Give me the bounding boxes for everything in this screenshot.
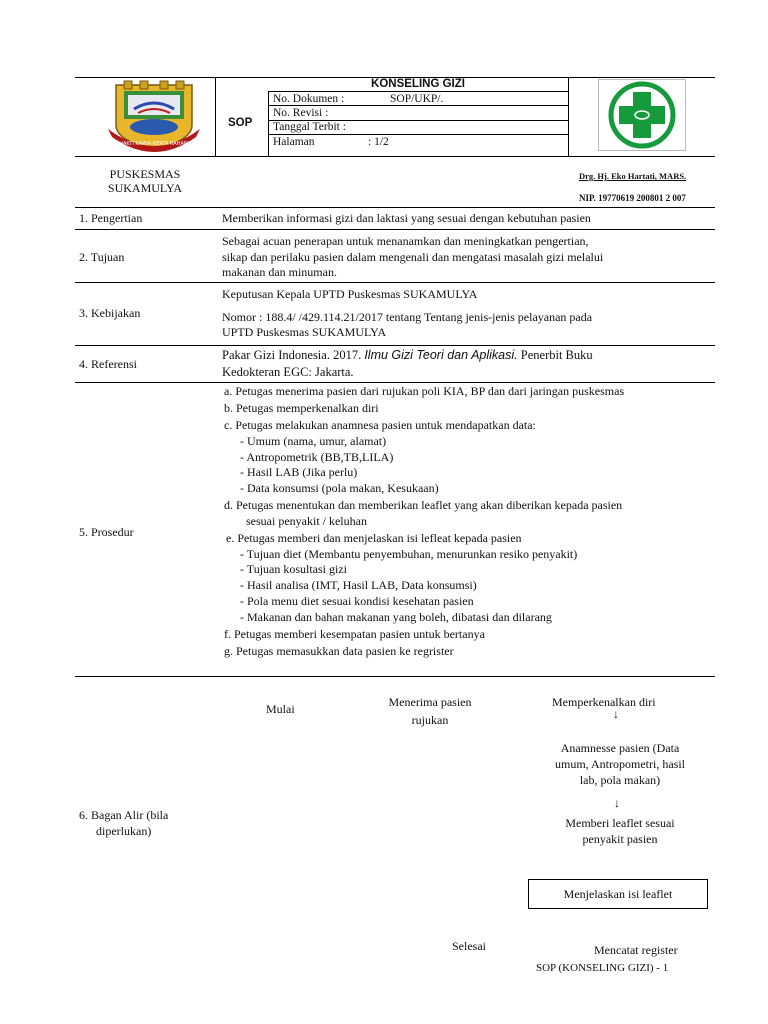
prosedur-line-c1: - Umum (nama, umur, alamat) <box>240 434 387 448</box>
signer-nip: NIP. 19770619 200801 2 007 <box>579 193 686 203</box>
flow-leaflet-2: penyakit pasien <box>582 832 658 846</box>
document-title: KONSELING GIZI <box>371 78 465 90</box>
tujuan-label: 2. Tujuan <box>79 250 125 264</box>
prosedur-line-e2: - Tujuan kosultasi gizi <box>240 562 348 576</box>
sop-label: SOP <box>228 117 253 129</box>
flow-selesai: Selesai <box>452 939 486 953</box>
referensi-part-2: Penerbit Buku <box>517 348 593 362</box>
signer-name: Drg. Hj. Eko Hartati, MARS. <box>579 171 687 181</box>
field-tanggal-label: Tanggal Terbit : <box>273 121 346 133</box>
prosedur-line-c2: - Antropometrik (BB,TB,LILA) <box>240 450 394 464</box>
prosedur-label: 5. Prosedur <box>79 525 134 539</box>
prosedur-line-c: c. Petugas melakukan anamnesa pasien untuk mendapatkan data: <box>224 418 536 432</box>
tujuan-line-2: sikap dan perilaku pasien dalam mengenali dan mengatasi masalah gizi melalui <box>222 250 604 264</box>
referensi-part-1: Pakar Gizi Indonesia. 2017. <box>222 348 365 362</box>
flow-anamnese-2: umum, Antropometri, hasil <box>555 757 685 771</box>
prosedur-line-e1: - Tujuan diet (Membantu penyembuhan, menurunkan resiko penyakit) <box>240 547 578 561</box>
flow-anamnese-1: Anamnesse pasien (Data <box>560 741 680 755</box>
org-name-line1: PUSKESMAS <box>109 167 181 181</box>
referensi-line-1 <box>222 348 593 363</box>
tujuan-line-1: Sebagai acuan penerapan untuk menanamkan dan meningkatkan pengertian, <box>222 234 589 248</box>
referensi-line-2: Kedokteran EGC: Jakarta. <box>222 365 354 379</box>
flow-leaflet-1: Memberi leaflet sesuai <box>565 816 675 830</box>
prosedur-line-a: a. Petugas menerima pasien dari rujukan poli KIA, BP dan dari jaringan puskesmas <box>224 384 625 398</box>
prosedur-line-f: f. Petugas memberi kesempatan pasien untuk bertanya <box>224 627 485 641</box>
flow-menjelaskan: Menjelaskan isi leaflet <box>563 887 673 901</box>
prosedur-line-e3: - Hasil analisa (IMT, Hasil LAB, Data konsumsi) <box>240 578 477 592</box>
flow-arrow-down-2: ↓ <box>614 796 620 810</box>
tujuan-line-3: makanan dan minuman. <box>222 265 337 279</box>
referensi-label: 4. Referensi <box>79 357 137 371</box>
health-cross-logo <box>598 79 686 151</box>
field-no-revisi-label: No. Revisi : <box>273 107 329 119</box>
kebijakan-line-2: Nomor : 188.4/ /429.114.21/2017 tentang Tentang jenis-jenis pelayanan pada <box>222 310 593 324</box>
prosedur-line-d-cont: sesuai penyakit / keluhan <box>246 514 367 528</box>
kebijakan-line-3: UPTD Puskesmas SUKAMULYA <box>222 325 387 339</box>
flow-mencatat: Mencatat register <box>594 943 678 957</box>
prosedur-line-d: d. Petugas menentukan dan memberikan leaflet yang akan diberikan kepada pasien <box>224 498 623 512</box>
kebijakan-label: 3. Kebijakan <box>79 306 141 320</box>
pengertian-text: Memberikan informasi gizi dan laktasi yang sesuai dengan kebutuhan pasien <box>222 211 591 225</box>
logo-motto: BHAKTI KARYA KERTA RAHARJA <box>115 141 193 147</box>
flow-mulai: Mulai <box>266 702 295 716</box>
prosedur-line-g: g. Petugas memasukkan data pasien ke regrister <box>224 644 454 658</box>
field-no-dokumen-label: No. Dokumen : <box>273 93 345 105</box>
flow-memperkenalkan: Memperkenalkan diri <box>552 695 656 709</box>
prosedur-line-e4: - Pola menu diet sesuai kondisi kesehatan pasien <box>240 594 474 608</box>
prosedur-line-b: b. Petugas memperkenalkan diri <box>224 401 379 415</box>
org-name-line2: SUKAMULYA <box>107 181 183 195</box>
flow-anamnese-3: lab, pola makan) <box>579 773 661 787</box>
field-halaman-value: : 1/2 <box>368 136 389 148</box>
page-footer: SOP (KONSELING GIZI) - 1 <box>536 962 669 974</box>
flow-menjelaskan-box <box>528 879 708 909</box>
prosedur-line-c4: - Data konsumsi (pola makan, Kesukaan) <box>240 481 439 495</box>
bagan-label-1: 6. Bagan Alir (bila <box>79 808 169 822</box>
bagan-label-2: diperlukan) <box>96 824 152 838</box>
field-no-dokumen-value: SOP/UKP/. <box>390 93 444 105</box>
prosedur-line-e5: - Makanan dan bahan makanan yang boleh, dibatasi dan dilarang <box>240 610 552 624</box>
prosedur-line-c3: - Hasil LAB (Jika perlu) <box>240 465 358 479</box>
puskesmas-logo <box>104 79 204 157</box>
kebijakan-line-1: Keputusan Kepala UPTD Puskesmas SUKAMULYA <box>222 287 478 301</box>
flow-menerima-1: Menerima pasien <box>388 695 472 709</box>
pengertian-label: 1. Pengertian <box>79 211 143 225</box>
referensi-book-title: Ilmu Gizi Teori dan Aplikasi. <box>364 348 518 362</box>
flow-arrow-down-1: ↓ <box>613 707 619 721</box>
field-halaman-label: Halaman <box>273 136 315 148</box>
prosedur-line-e: e. Petugas memberi dan menjelaskan isi lefleat kepada pasien <box>226 531 522 545</box>
flow-menerima-2: rujukan <box>411 713 449 727</box>
